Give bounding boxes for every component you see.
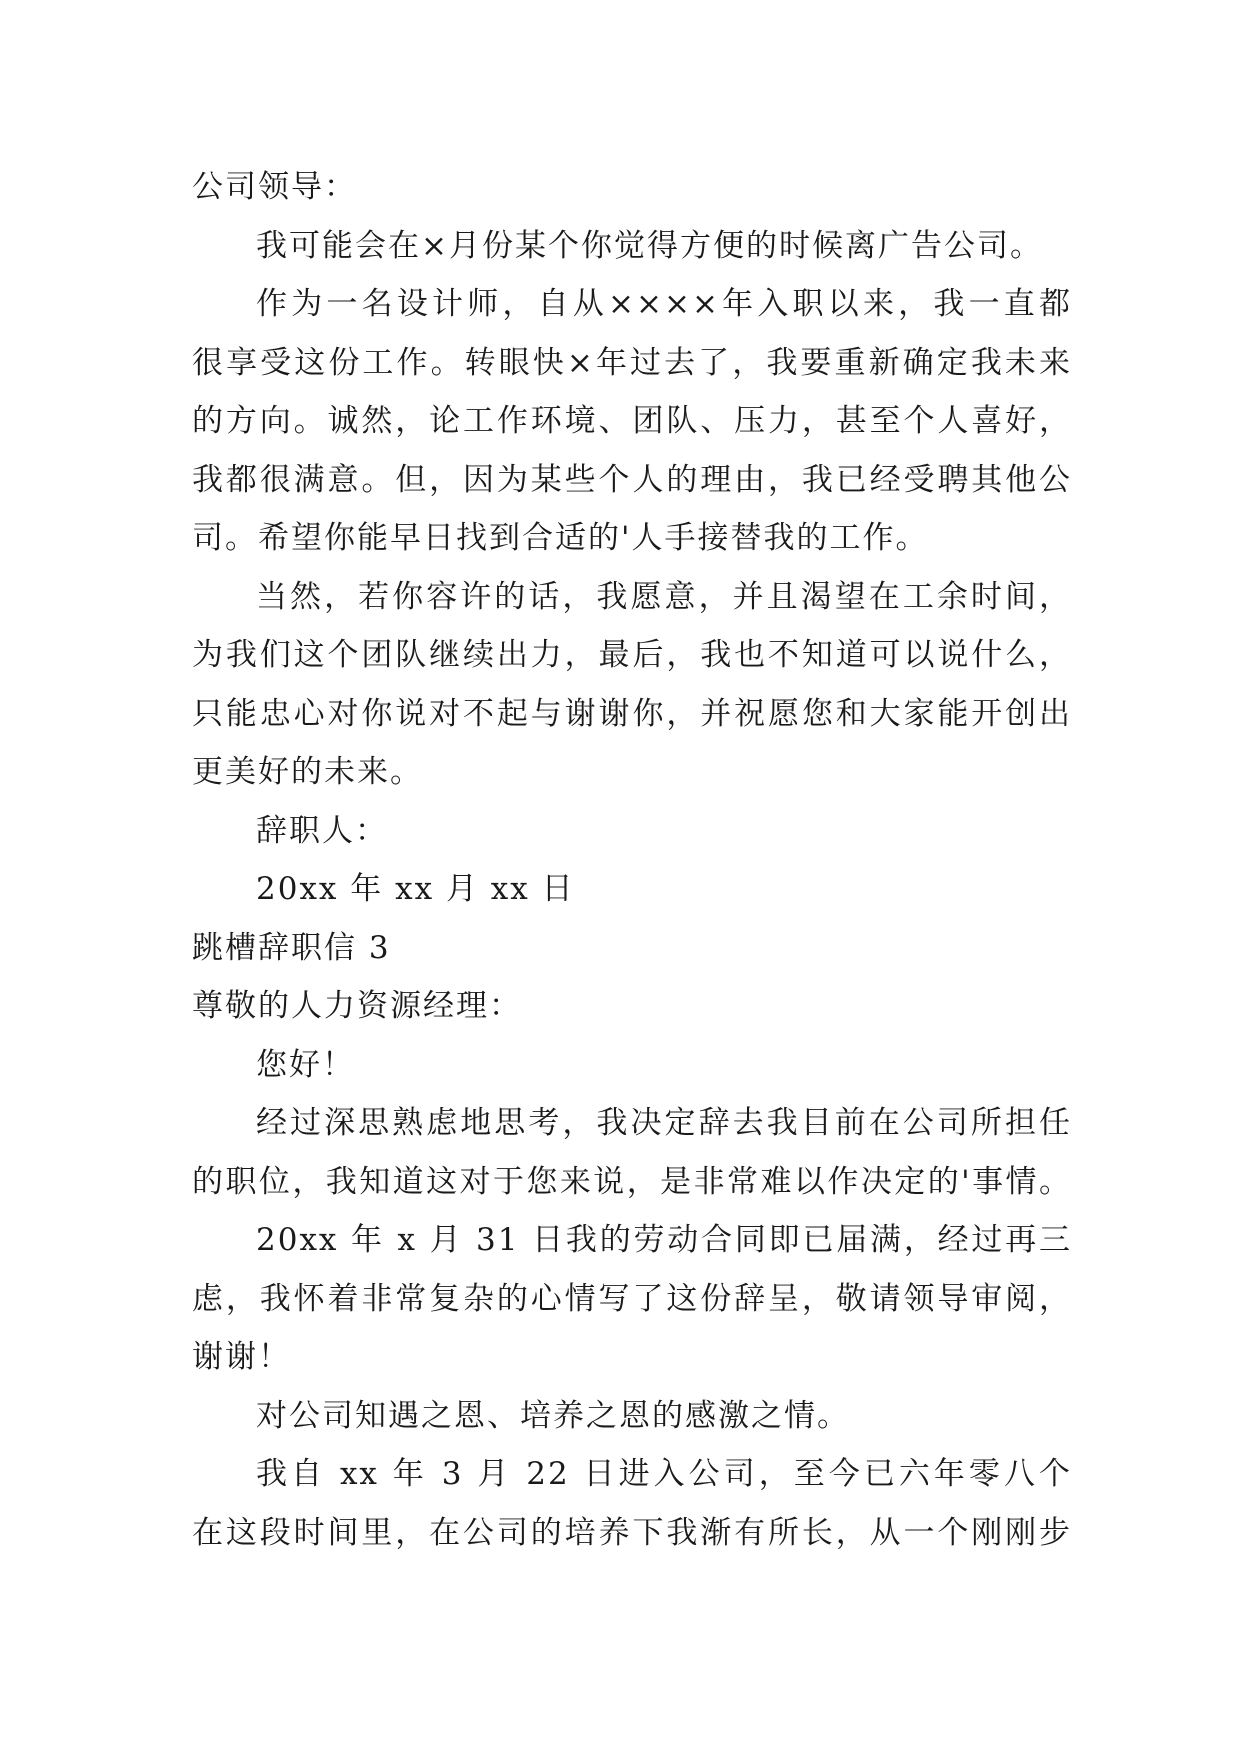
paragraph-line: 只能忠心对你说对不起与谢谢你，并祝愿您和大家能开创出 xyxy=(192,695,1072,732)
paragraph-line: 我自 xx 年 3 月 22 日进入公司，至今已六年零八个 xyxy=(256,1456,1072,1492)
paragraph-line: 对公司知遇之恩、培养之恩的感激之情。 xyxy=(256,1397,850,1434)
signature-label: 辞职人： xyxy=(256,812,388,849)
salutation-line: 公司领导： xyxy=(192,169,357,205)
paragraph-line: 20xx 年 x 月 31 日我的劳动合同即已届满，经过再三 xyxy=(256,1222,1072,1258)
paragraph-line: 很享受这份工作。转眼快×年过去了，我要重新确定我未来 xyxy=(192,344,1072,381)
signature-date: 20xx 年 xx 月 xx 日 xyxy=(256,871,575,907)
paragraph-line: 我都很满意。但，因为某些个人的理由，我已经受聘其他公 xyxy=(192,461,1072,498)
paragraph-line: 经过深思熟虑地思考，我决定辞去我目前在公司所担任 xyxy=(256,1105,1072,1141)
paragraph-line: 更美好的未来。 xyxy=(192,754,423,790)
paragraph-line: 作为一名设计师，自从××××年入职以来，我一直都 xyxy=(256,286,1072,322)
paragraph-line: 的职位，我知道这对于您来说，是非常难以作决定的'事情。 xyxy=(192,1163,1072,1200)
document-page xyxy=(192,158,1072,1562)
paragraph-line: 我可能会在×月份某个你觉得方便的时候离广告公司。 xyxy=(256,227,1043,264)
section-heading: 跳槽辞职信 3 xyxy=(192,929,391,966)
greeting-line: 您好！ xyxy=(256,1046,355,1083)
salutation-line: 尊敬的人力资源经理： xyxy=(192,988,522,1024)
paragraph-line: 为我们这个团队继续出力，最后，我也不知道可以说什么， xyxy=(192,637,1072,673)
paragraph-line: 在这段时间里，在公司的培养下我渐有所长，从一个刚刚步 xyxy=(192,1514,1072,1551)
paragraph-line: 虑，我怀着非常复杂的心情写了这份辞呈，敬请领导审阅， xyxy=(192,1280,1072,1317)
paragraph-line: 谢谢！ xyxy=(192,1339,291,1375)
paragraph-line: 的方向。诚然，论工作环境、团队、压力，甚至个人喜好， xyxy=(192,403,1072,439)
paragraph-line: 司。希望你能早日找到合适的'人手接替我的工作。 xyxy=(192,520,929,556)
paragraph-line: 当然，若你容许的话，我愿意，并且渴望在工余时间， xyxy=(256,578,1072,615)
